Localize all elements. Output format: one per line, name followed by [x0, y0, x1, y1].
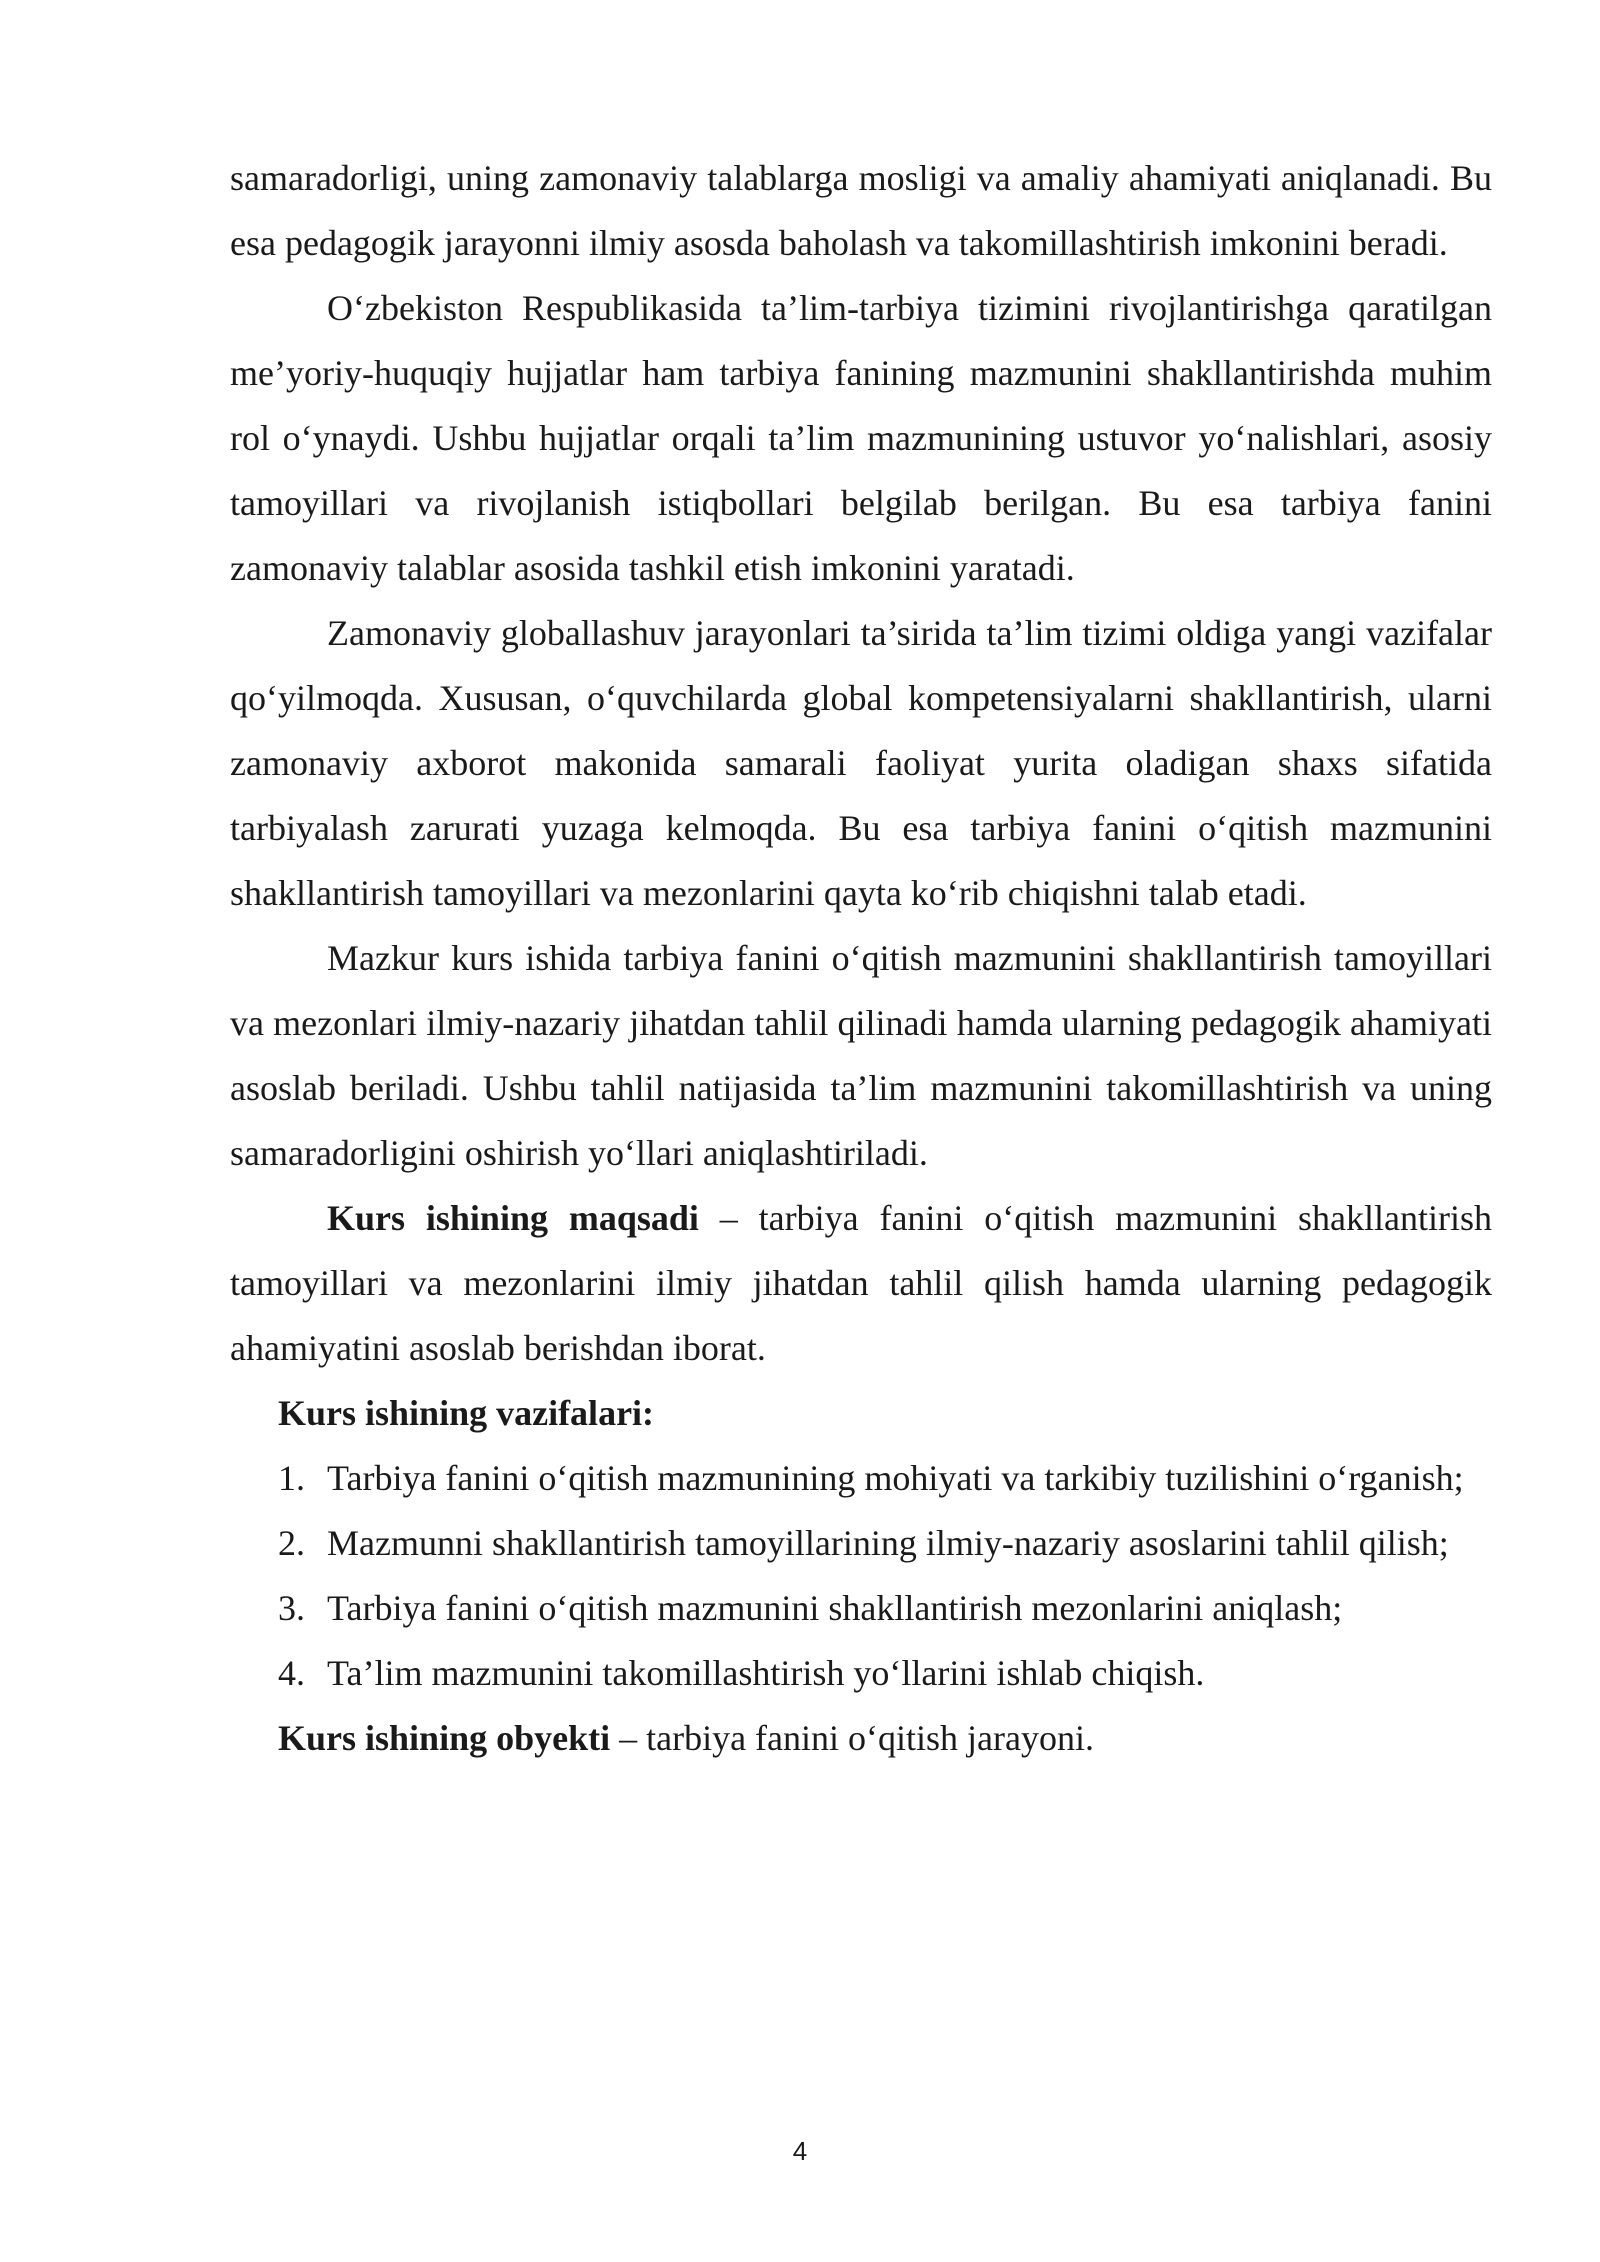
paragraph-globalization: Zamonaviy globallashuv jarayonlari ta’sirida ta’lim tizimi oldiga yangi vazifalar qo‘yilmoqda. Xususan, o‘quvchilarda global kompetensiyalarni shakllantirish, ularni zamonaviy axborot makonida samarali faoliyat yurita oladigan shaxs sifatida tarbiyalash zarurati yuzaga kelmoqda. Bu esa tarbiya fanini o‘qitish mazmunini shakllantirish tamoyillari va mezonlarini qayta ko‘rib chiqishni talab etadi. — [230, 613, 1492, 913]
tasks-list — [230, 1446, 1492, 1706]
paragraph-goal — [230, 1186, 1492, 1381]
page-number: 4 — [792, 2136, 808, 2166]
goal-label: Kurs ishining maqsadi — [327, 1198, 699, 1238]
object-text: – tarbiya fanini o‘qitish jarayoni. — [610, 1718, 1094, 1758]
paragraph-course-work: Mazkur kurs ishida tarbiya fanini o‘qitish mazmunini shakllantirish tamoyillari va mezonlari ilmiy-nazariy jihatdan tahlil qilinadi hamda ularning pedagogik ahamiyati asoslab beriladi. Ushbu tahlil natijasida ta’lim mazmunini takomillashtirish va uning samaradorligini oshirish yo‘llari aniqlashtiriladi. — [230, 938, 1492, 1173]
paragraph-legal-documents: O‘zbekiston Respublikasida ta’lim-tarbiya tizimini rivojlantirishga qaratilgan me’yoriy-huquqiy hujjatlar ham tarbiya fanining mazmunini shakllantirishda muhim rol o‘ynaydi. Ushbu hujjatlar orqali ta’lim mazmunining ustuvor yo‘nalishlari, asosiy tamoyillari va rivojlanish istiqbollari belgilab berilgan. Bu esa tarbiya fanini zamonaviy talablar asosida tashkil etish imkonini yaratadi. — [230, 288, 1492, 588]
paragraph-object — [230, 1706, 1492, 1771]
list-item — [230, 1576, 1492, 1641]
list-item-number: 1. — [278, 1458, 305, 1498]
list-item-number: 2. — [278, 1523, 305, 1563]
list-item-text: Tarbiya fanini o‘qitish mazmunining mohiyati va tarkibiy tuzilishini o‘rganish; — [327, 1458, 1464, 1498]
list-item — [230, 1511, 1492, 1576]
list-item-text: Tarbiya fanini o‘qitish mazmunini shakllantirish mezonlarini aniqlash; — [327, 1588, 1343, 1628]
paragraph-continuation: samaradorligi, uning zamonaviy talablarga mosligi va amaliy ahamiyati aniqlanadi. Bu esa pedagogik jarayonni ilmiy asosda baholash va takomillashtirish imkonini beradi. — [230, 158, 1492, 263]
list-item-number: 3. — [278, 1588, 305, 1628]
list-item — [230, 1641, 1492, 1706]
list-item-number: 4. — [278, 1653, 305, 1693]
document-page — [230, 146, 1492, 1771]
list-item-text: Ta’lim mazmunini takomillashtirish yo‘llarini ishlab chiqish. — [327, 1653, 1205, 1693]
tasks-heading: Kurs ishining vazifalari: — [278, 1393, 655, 1433]
list-item — [230, 1446, 1492, 1511]
goal-text: – tarbiya fanini o‘qitish mazmunini shakllantirish tamoyillari va mezonlarini ilmiy jihatdan tahlil qilish hamda ularning pedagogik ahamiyatini asoslab berishdan iborat. — [230, 1198, 1492, 1368]
object-label: Kurs ishining obyekti — [278, 1718, 611, 1758]
list-item-text: Mazmunni shakllantirish tamoyillarining ilmiy-nazariy asoslarini tahlil qilish; — [327, 1523, 1449, 1563]
